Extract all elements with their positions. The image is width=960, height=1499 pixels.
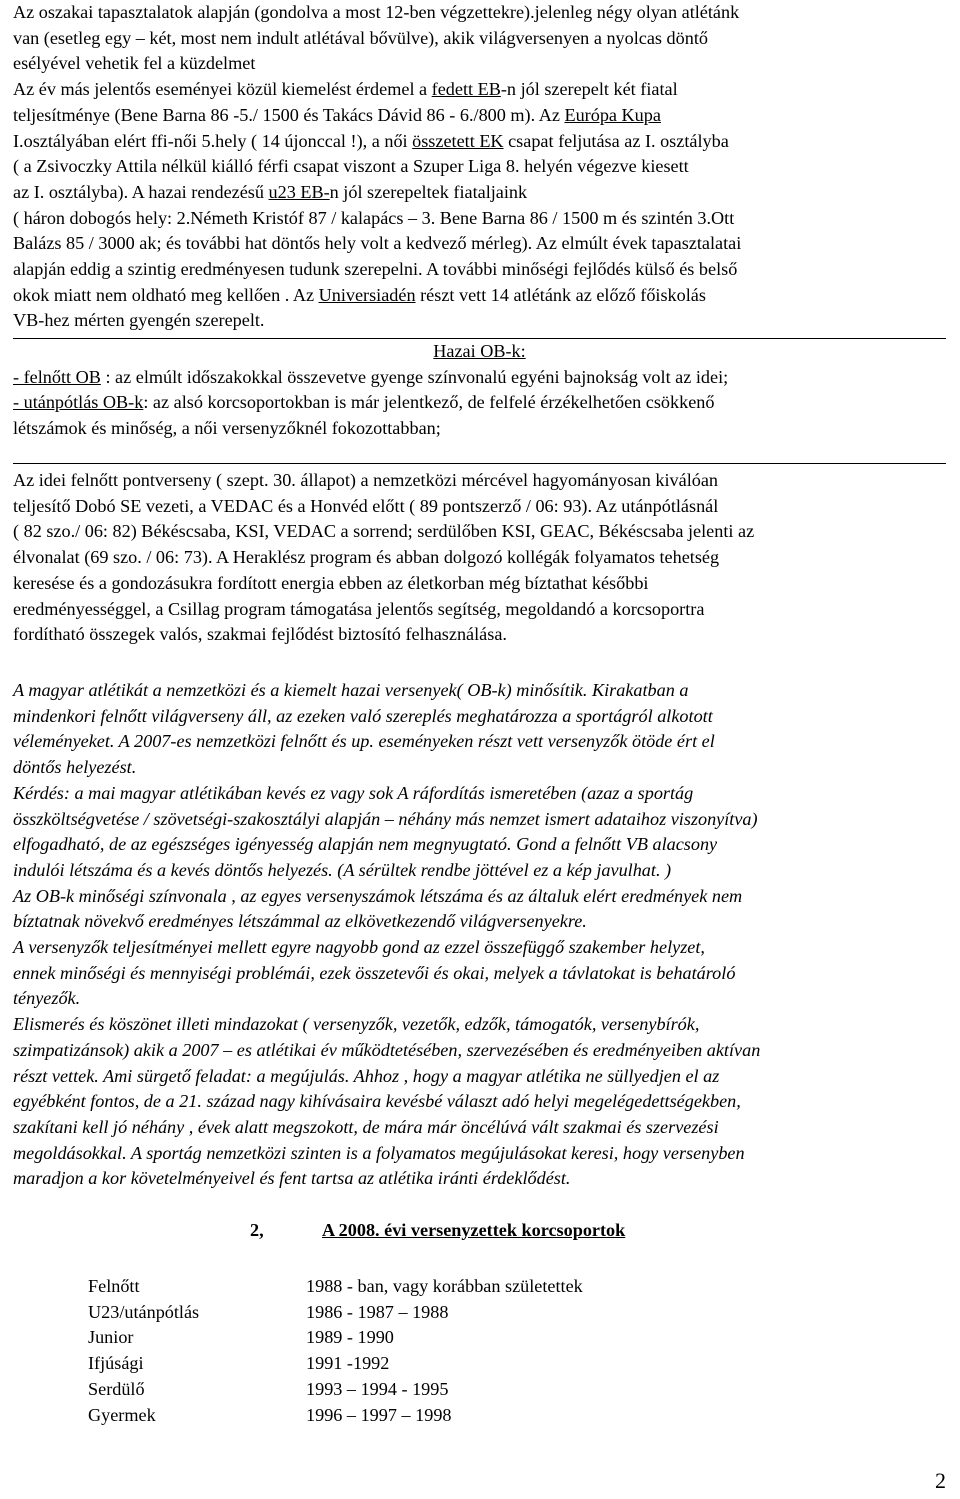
age-group-name: Serdülő [88, 1378, 145, 1399]
section-heading [250, 1220, 625, 1241]
age-group-table [88, 1274, 583, 1428]
link-u23-eb[interactable]: u23 EB- [268, 181, 330, 202]
age-group-row [88, 1377, 583, 1403]
text-line: VB-hez mérten gyengén szerepelt. [13, 310, 265, 331]
text-line: okok miatt nem oldható meg kellően . Az [13, 284, 319, 305]
age-group-row [88, 1274, 583, 1300]
box-title: Hazai OB-k: [433, 341, 526, 361]
text-line: megoldásokkal. A sportág nemzetközi szinten is a folyamatos megújulásokat keresi, hogy versenyben [13, 1142, 745, 1163]
text-line: A magyar atlétikát a nemzetközi és a kiemelt hazai versenyek( OB-k) minősítik. Kirakatban a [13, 680, 689, 700]
text-line: ( háron dobogós hely: 2.Németh Kristóf 87 / kalapács – 3. Bene Barna 86 / 1500 m és szintén 3.Ott [13, 207, 735, 228]
text-line: Az év más jelentős eseményei közül kiemelést érdemel a [13, 79, 432, 100]
text-line: Kérdés: a mai magyar atlétikában kevés ez vagy sok A ráfordítás ismeretében (azaz a sportág [13, 782, 694, 803]
age-group-years: 1988 - ban, vagy korábban születettek [306, 1276, 583, 1296]
text-line: : az elmúlt időszakokkal összevetve gyenge színvonalú egyéni bajnokság volt az idei; [100, 366, 729, 387]
text-line: van (esetleg egy – két, most nem indult atlétával bővülve), akik világversenyen a nyolcas döntő [13, 27, 708, 48]
paragraph-italic-summary [13, 678, 948, 1192]
text-line: : az alsó korcsoportokban is már jelentkező, de felfelé érzékelhetően csökkenő [143, 392, 715, 413]
text-line: Az OB-k minőségi színvonala , az egyes versenyszámok létszáma és az általuk elért eredmények nem [13, 885, 743, 906]
text-line: alapján eddig a szintig eredményesen tudunk szerepelni. A további minőségi fejlődés külső és belső [13, 259, 738, 280]
text-line: indulói létszáma és a kevés döntős helyezés. (A sérültek rendbe jöttével ez a kép javulhat. ) [13, 859, 672, 880]
text-line: elfogadható, de az egészséges igényesség alapján nem megnyugtató. Gond a felnőtt VB alacsony [13, 834, 718, 855]
age-group-years: 1986 - 1987 – 1988 [306, 1301, 449, 1322]
text-line: Balázs 85 / 3000 ak; és további hat döntős hely volt a kedvező mérleg). Az elmúlt évek tapasztalatai [13, 233, 742, 254]
text-line: részt vettek. Ami sürgető feladat: a megújulás. Ahhoz , hogy a magyar atlétika ne süllyedjen el az [13, 1065, 720, 1086]
text-line: Elismerés és köszönet illeti mindazokat ( versenyzők, vezetők, edzők, támogatók, versenybírók, [13, 1014, 700, 1035]
age-group-name: Felnőtt [88, 1276, 140, 1296]
text-line: A versenyzők teljesítményei mellett egyre nagyobb gond az ezzel összefüggő szakember helyzet, [13, 937, 705, 958]
box-row-felnott [13, 365, 946, 391]
text-line: egyébként fontos, de a 21. század nagy kihívásaira kevésbé választ adó helyi megelégedettségekben, [13, 1091, 741, 1112]
text-line: esélyével vehetik fel a küzdelmet [13, 53, 256, 74]
text-line: tényezők. [13, 988, 81, 1009]
age-group-years: 1989 - 1990 [306, 1327, 394, 1348]
text-line: eredményességgel, a Csillag program támogatása jelentős segítség, megoldandó a korcsoportra [13, 598, 705, 619]
age-group-years: 1993 – 1994 - 1995 [306, 1378, 449, 1399]
text-line: mindenkori felnőtt világverseny áll, az ezeken való szereplés meghatározza a sportágról alkotott [13, 705, 713, 726]
text-line: az I. osztályba). A hazai rendezésű [13, 181, 269, 202]
section-number: 2, [250, 1220, 264, 1240]
text-line: fordítható összegek valós, szakmai fejlődést biztosító felhasználása. [13, 624, 507, 645]
text-line: ( 82 szo./ 06: 82) Békéscsaba, KSI, VEDAC a sorrend; serdülőben KSI, GEAC, Békéscsaba jelenti az [13, 521, 755, 542]
paragraph-text [13, 678, 948, 1192]
hazai-ob-box [13, 338, 946, 464]
age-group-row [88, 1403, 583, 1429]
age-group-name: Ifjúsági [88, 1353, 144, 1374]
text-line: n jól szerepeltek fiataljaink [329, 181, 528, 202]
text-line: teljesítő Dobó SE vezeti, a VEDAC és a Honvéd előtt ( 89 pontszerző / 06: 93). Az utánpótlásnál [13, 495, 719, 516]
box-row-utanpotlas [13, 390, 946, 416]
text-line: I.osztályában elért ffi-női 5.hely ( 14 újonccal !), a női [13, 130, 413, 151]
text-line: ( a Zsivoczky Attila nélkül kiálló férfi csapat viszont a Szuper Liga 8. helyén végezve kiesett [13, 156, 689, 177]
age-group-name: Gyermek [88, 1404, 156, 1425]
text-line: maradjon a kor követelményeivel és fent tartsa az atlétika iránti érdeklődést. [13, 1168, 571, 1189]
age-group-row [88, 1300, 583, 1326]
document-page [13, 0, 948, 334]
link-fedett-eb[interactable]: fedett EB [431, 79, 501, 100]
text-line: részt vett 14 atlétánk az előző főiskolás [415, 284, 706, 305]
paragraph-osaka [13, 0, 948, 334]
box-row-letszam: létszámok és minőség, a női versenyzőknél fokozottabban; [13, 418, 441, 439]
text-line: szakítani kell jó néhány , évek alatt megszokott, de mára már öncélúvá vált szakmai és szervezési [13, 1116, 719, 1137]
link-europa-kupa[interactable]: Európa Kupa [564, 104, 661, 125]
text-line: összköltségvetése / szövetségi-szakosztályi alapján – néhány más nemzet ismert adataihoz viszonyítva) [13, 808, 758, 829]
text-line: Az oszakai tapasztalatok alapján (gondolva a most 12-ben végzettekre).jelenleg négy olyan atlétánk [13, 2, 740, 22]
text-line: teljesítménye (Bene Barna 86 -5./ 1500 és Takács Dávid 86 - 6./800 m). Az [13, 104, 565, 125]
label-utanpotlas-ob: - utánpótlás OB-k [13, 392, 144, 413]
section-title: A 2008. évi versenyzettek korcsoportok [322, 1220, 626, 1240]
text-line: ennek minőségi és mennyiségi problémái, ezek összetevői és okai, melyek a távlatokat is behatároló [13, 962, 736, 983]
text-line: döntős helyezést. [13, 757, 137, 778]
page-number: 2 [935, 1468, 946, 1493]
link-osszetett-ek[interactable]: összetett EK [412, 130, 504, 151]
age-group-years: 1991 -1992 [306, 1353, 390, 1374]
paragraph-pontverseny [13, 468, 948, 648]
label-felnott-ob: - felnőtt OB [13, 366, 101, 387]
text-line: csapat feljutása az I. osztályba [503, 130, 729, 151]
text-line: szimpatizánsok) akik a 2007 – es atlétikai év működtetésében, szervezésében és eredményeiben aktívan [13, 1039, 761, 1060]
age-group-years: 1996 – 1997 – 1998 [306, 1404, 452, 1425]
text-line: keresése és a gondozásukra fordított energia ebben az életkorban még bíztathat későbbi [13, 572, 649, 593]
text-line: élvonalat (69 szo. / 06: 73). A Heraklész program és abban dolgozó kollégák folyamatos tehetség [13, 547, 720, 568]
link-universiade[interactable]: Universiadén [318, 284, 416, 305]
age-group-name: Junior [88, 1327, 134, 1348]
text-line: bíztatnak növekvő eredményes létszámmal az elkövetkezendő világversenyekre. [13, 911, 587, 932]
text-line: véleményeket. A 2007-es nemzetközi felnőtt és up. eseményeken részt vett versenyzők ötöde ért el [13, 731, 715, 752]
paragraph-text [13, 468, 948, 648]
age-group-row [88, 1325, 583, 1351]
age-group-name: U23/utánpótlás [88, 1301, 200, 1322]
text-line: -n jól szerepelt két fiatal [500, 79, 678, 100]
text-line: Az idei felnőtt pontverseny ( szept. 30. állapot) a nemzetközi mércével hagyományosan kiválóan [13, 470, 719, 490]
age-group-row [88, 1351, 583, 1377]
